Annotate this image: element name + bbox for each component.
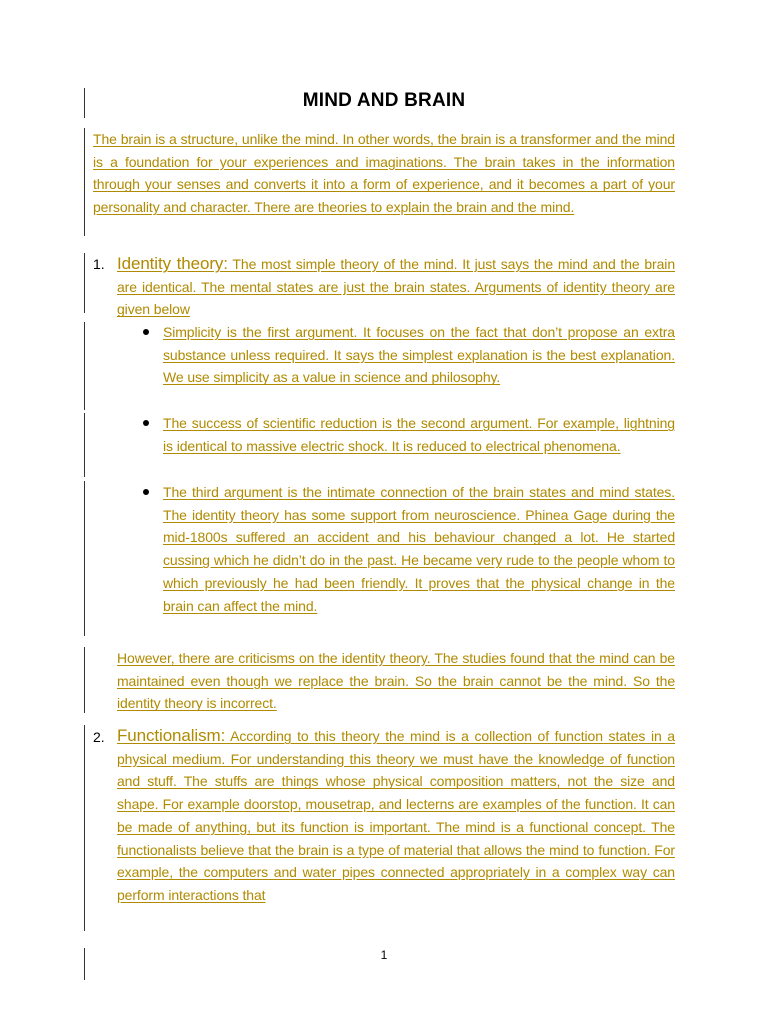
change-bar	[84, 88, 85, 118]
identity-theory-paragraph	[117, 253, 675, 321]
page-title: MIND AND BRAIN	[302, 90, 466, 111]
criticism-paragraph: However, there are criticisms on the identity theory. The studies found that the mind can be maintained even though we replace the brain. So the brain cannot be the mind. So the identity theory is incorrect.	[117, 650, 675, 712]
bullet-reduction: The success of scientific reduction is the second argument. For example, lightning is identical to massive electric shock. It is reduced to electrical phenomena.	[163, 415, 675, 454]
functionalism-heading: Functionalism:	[117, 726, 226, 745]
bullet-icon	[143, 420, 149, 426]
functionalism-paragraph	[117, 725, 675, 907]
change-bar	[84, 647, 85, 713]
change-bar	[84, 725, 85, 931]
list-number: 2.	[93, 729, 105, 745]
bullet-icon	[143, 489, 149, 495]
identity-theory-heading: Identity theory:	[117, 254, 228, 273]
change-bar	[84, 413, 85, 477]
identity-theory-text: The most simple theory of the mind. It just says the mind and the brain are identical. The mental states are just the brain states. Arguments of identity theory are given below	[117, 256, 676, 318]
bullet-connection: The third argument is the intimate connection of the brain states and mind states. The identity theory has some support from neuroscience. Phinea Gage during the mid-1800s suffered an accident and his behaviour changed a lot. He started cussing which he didn’t do in the past. He became very rude to the people whom to which previously he had been friendly. It proves that the physical change in the brain can affect the mind.	[163, 484, 675, 614]
bullet-icon	[143, 329, 149, 335]
functionalism-text: According to this theory the mind is a collection of function states in a physical medium. For understanding this theory we must have the knowledge of function and stuff. The stuffs are things whose physical composition matters, not the size and shape. For example doorstop, mousetrap, and lecterns are examples of the function. It can be made of anything, but its function is important. The mind is a functional concept. The functionalists believe that the brain is a type of material that allows the mind to function. For example, the computers and water pipes connected appropriately in a complex way can perform interactions that	[117, 728, 675, 903]
list-number: 1.	[93, 256, 105, 272]
change-bar	[84, 253, 85, 313]
change-bar	[84, 481, 85, 636]
change-bar	[84, 322, 85, 410]
page-number: 1	[380, 948, 388, 962]
bullet-simplicity: Simplicity is the first argument. It focuses on the fact that don’t propose an extra substance unless required. It says the simplest explanation is the best explanation. We use simplicity as a value in science and philosophy.	[163, 324, 675, 386]
change-bar	[84, 128, 85, 236]
intro-paragraph: The brain is a structure, unlike the mind. In other words, the brain is a transformer and the mind is a foundation for your experiences and imaginations. The brain takes in the information through your senses and converts it into a form of experience, and it becomes a part of your personality and character. There are theories to explain the brain and the mind.	[93, 131, 675, 216]
